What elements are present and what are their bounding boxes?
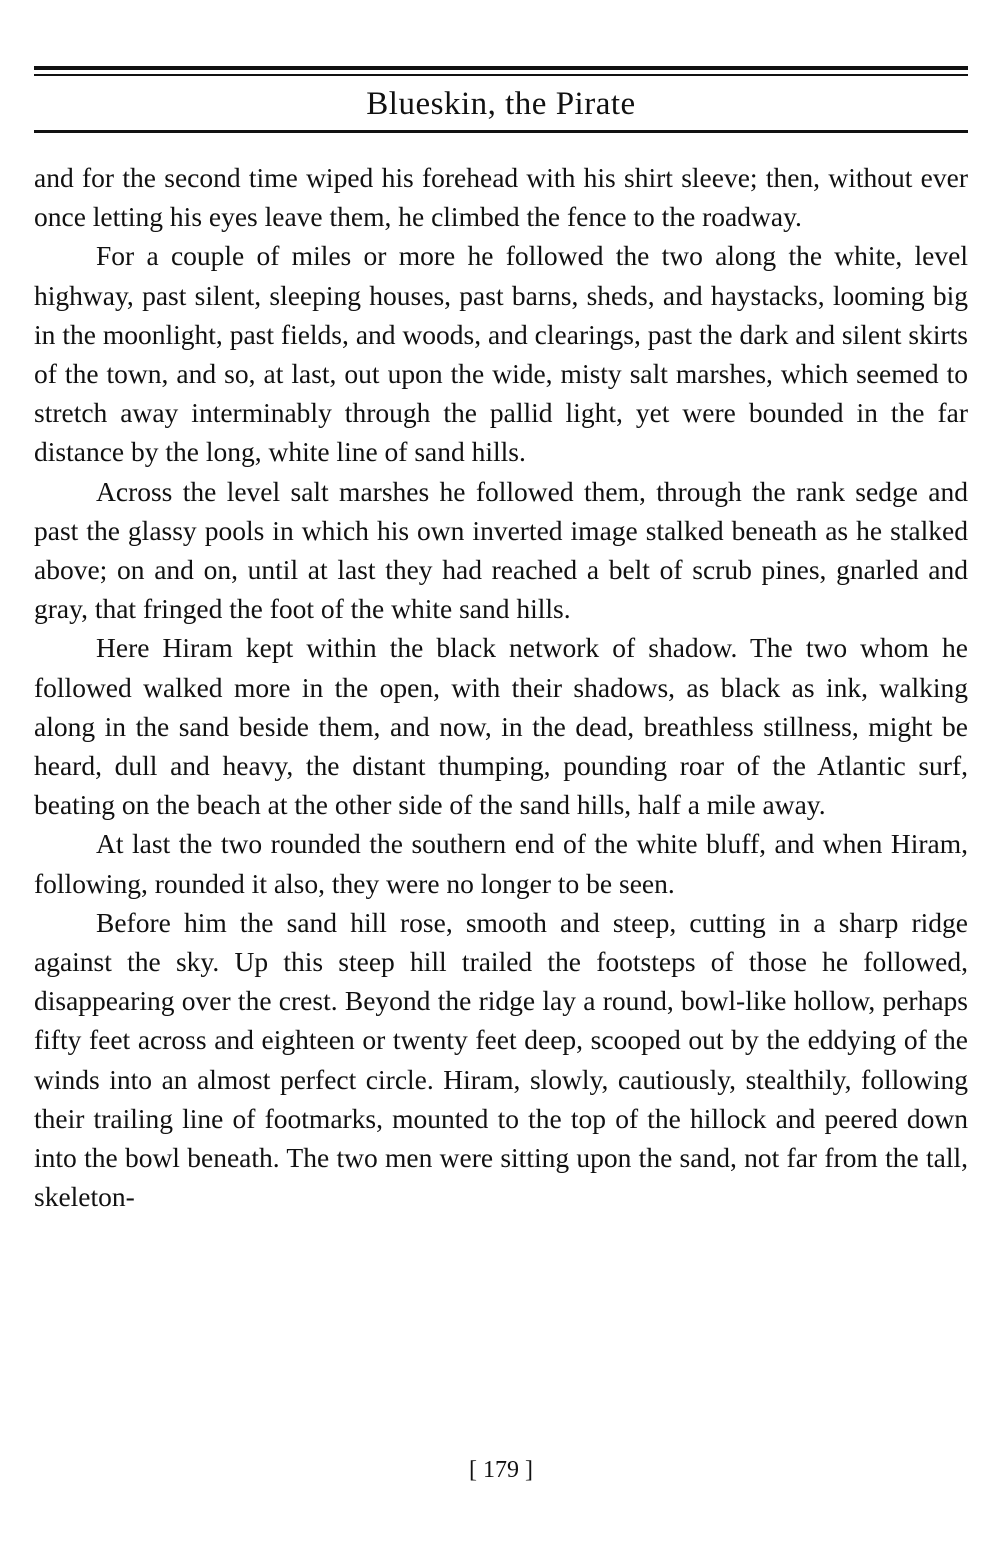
page-number: [ 179 ]	[469, 1457, 533, 1483]
paragraph: At last the two rounded the southern end of the white bluff, and when Hiram, following, rounded it also, they were no longer to be seen.	[34, 828, 968, 899]
header-underline-rule	[34, 130, 968, 133]
paragraph: For a couple of miles or more he followed the two along the white, level highway, past silent, sleeping houses, past barns, sheds, and haystacks, looming big in the moonlight, past fields, and woods, and clearings, past the dark and silent skirts of the town, and so, at last, out upon the wide, misty salt marshes, which seemed to stretch away interminably through the pallid light, yet were bounded in the far distance by the long, white line of sand hills.	[34, 240, 968, 468]
paragraph-continuation: and for the second time wiped his forehead with his shirt sleeve; then, without ever once letting his eyes leave them, he climbed the fence to the roadway.	[34, 162, 968, 233]
header-rule-thick	[34, 66, 968, 70]
paragraph: Across the level salt marshes he followed them, through the rank sedge and past the glassy pools in which his own inverted image stalked beneath as he stalked above; on and on, until at last they had reached a belt of scrub pines, gnarled and gray, that fringed the foot of the white sand hills.	[34, 475, 968, 625]
running-head: Blueskin, the Pirate	[366, 86, 636, 122]
body-text	[34, 158, 968, 1216]
paragraph: Here Hiram kept within the black network of shadow. The two whom he followed walked more in the open, with their shadows, as black as ink, walking along in the sand beside them, and now, in the dead, breathless stillness, might be heard, dull and heavy, the distant thumping, pounding roar of the Atlantic surf, beating on the beach at the other side of the sand hills, half a mile away.	[34, 632, 968, 821]
paragraph: Before him the sand hill rose, smooth and steep, cutting in a sharp ridge against the sky. Up this steep hill trailed the footsteps of those he followed, disappearing over the crest. Beyond the ridge lay a round, bowl-like hollow, perhaps fifty feet across and eighteen or twenty feet deep, scooped out by the eddying of the winds into an almost perfect circle. Hiram, slowly, cautiously, stealthily, following their trailing line of footmarks, mounted to the top of the hillock and peered down into the bowl beneath. The two men were sitting upon the sand, not far from the tall, skeleton-	[34, 906, 968, 1213]
header-rule-thin	[34, 74, 968, 76]
